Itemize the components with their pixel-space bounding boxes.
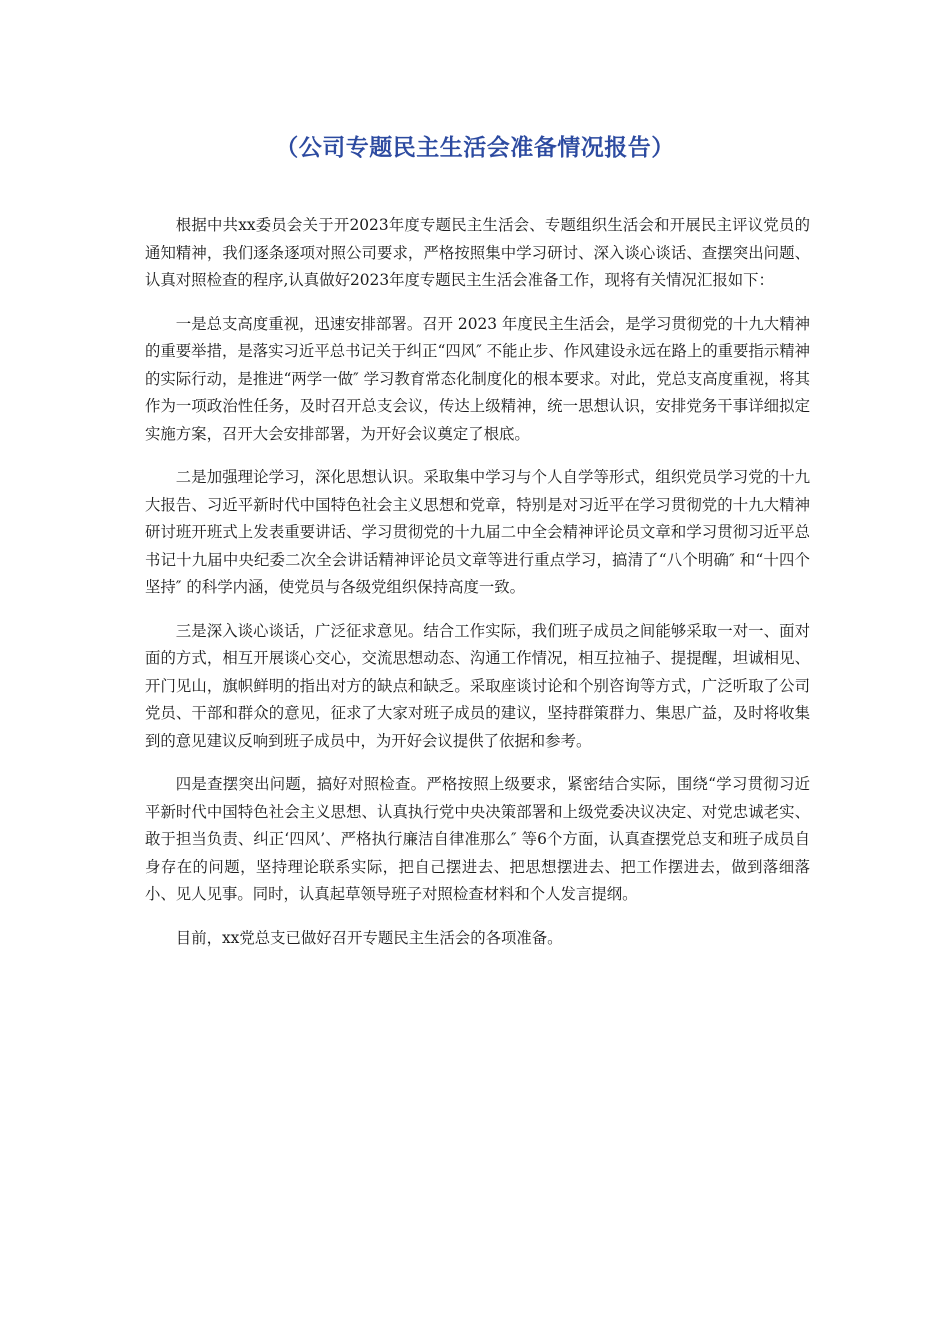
paragraph-point-2: 二是加强理论学习，深化思想认识。采取集中学习与个人自学等形式，组织党员学习党的十九大报告、习近平新时代中国特色社会主义思想和党章，特别是对习近平在学习贯彻党的十九大精神研讨班开班式上发表重要讲话、学习贯彻党的十九届二中全会精神评论员文章和学习贯彻习近平总书记十九届中央纪委二次全会讲话精神评论员文章等进行重点学习，搞清了“八个明确″ 和“十四个坚持″ 的科学内涵，使党员与各级党组织保持高度一致。 <box>145 468 810 596</box>
paragraph-point-3: 三是深入谈心谈话，广泛征求意见。结合工作实际，我们班子成员之间能够采取一对一、面对面的方式，相互开展谈心交心，交流思想动态、沟通工作情况，相互拉袖子、提提醒，坦诚相见、开门见山，旗帜鲜明的指出对方的缺点和缺乏。采取座谈讨论和个别咨询等方式，广泛听取了公司党员、干部和群众的意见，征求了大家对班子成员的建议，坚持群策群力、集思广益，及时将收集到的意见建议反响到班子成员中，为开好会议提供了依据和参考。 <box>145 621 810 750</box>
document-title: （公司专题民主生活会准备情况报告） <box>275 135 675 161</box>
paragraph-intro: 根据中共xx委员会关于开2023年度专题民主生活会、专题组织生活会和开展民主评议党员的通知精神，我们逐条逐项对照公司要求，严格按照集中学习研讨、深入谈心谈话、查摆突出问题、认真对照检查的程序,认真做好2023年度专题民主生活会准备工作，现将有关情况汇报如下： <box>145 216 810 289</box>
paragraph-point-4: 四是查摆突出问题，搞好对照检查。严格按照上级要求，紧密结合实际，围绕“学习贯彻习近平新时代中国特色社会主义思想、认真执行党中央决策部署和上级党委决议决定、对党忠诚老实、敢于担当负责、纠正‘四风’、严格执行廉洁自律准那么″ 等6个方面，认真查摆党总支和班子成员自身存在的问题，坚持理论联系实际，把自己摆进去、把思想摆进去、把工作摆进去，做到落细落小、见人见事。同时，认真起草领导班子对照检查材料和个人发言提纲。 <box>145 775 810 903</box>
paragraph-conclusion: 目前，xx党总支已做好召开专题民主生活会的各项准备。 <box>175 928 563 947</box>
paragraph-point-1: 一是总支高度重视，迅速安排部署。召开 2023 年度民主生活会，是学习贯彻党的十九大精神的重要举措，是落实习近平总书记关于纠正“四风″ 不能止步、作风建设永远在路上的重要指示精神的实际行动，是推进“两学一做″ 学习教育常态化制度化的根本要求。对此，党总支高度重视，将其作为一项政治性任务，及时召开总支会议，传达上级精神，统一思想认识，安排党务干事详细拟定实施方案，召开大会安排部署，为开好会议奠定了根底。 <box>145 314 810 443</box>
document-body <box>145 212 810 968</box>
